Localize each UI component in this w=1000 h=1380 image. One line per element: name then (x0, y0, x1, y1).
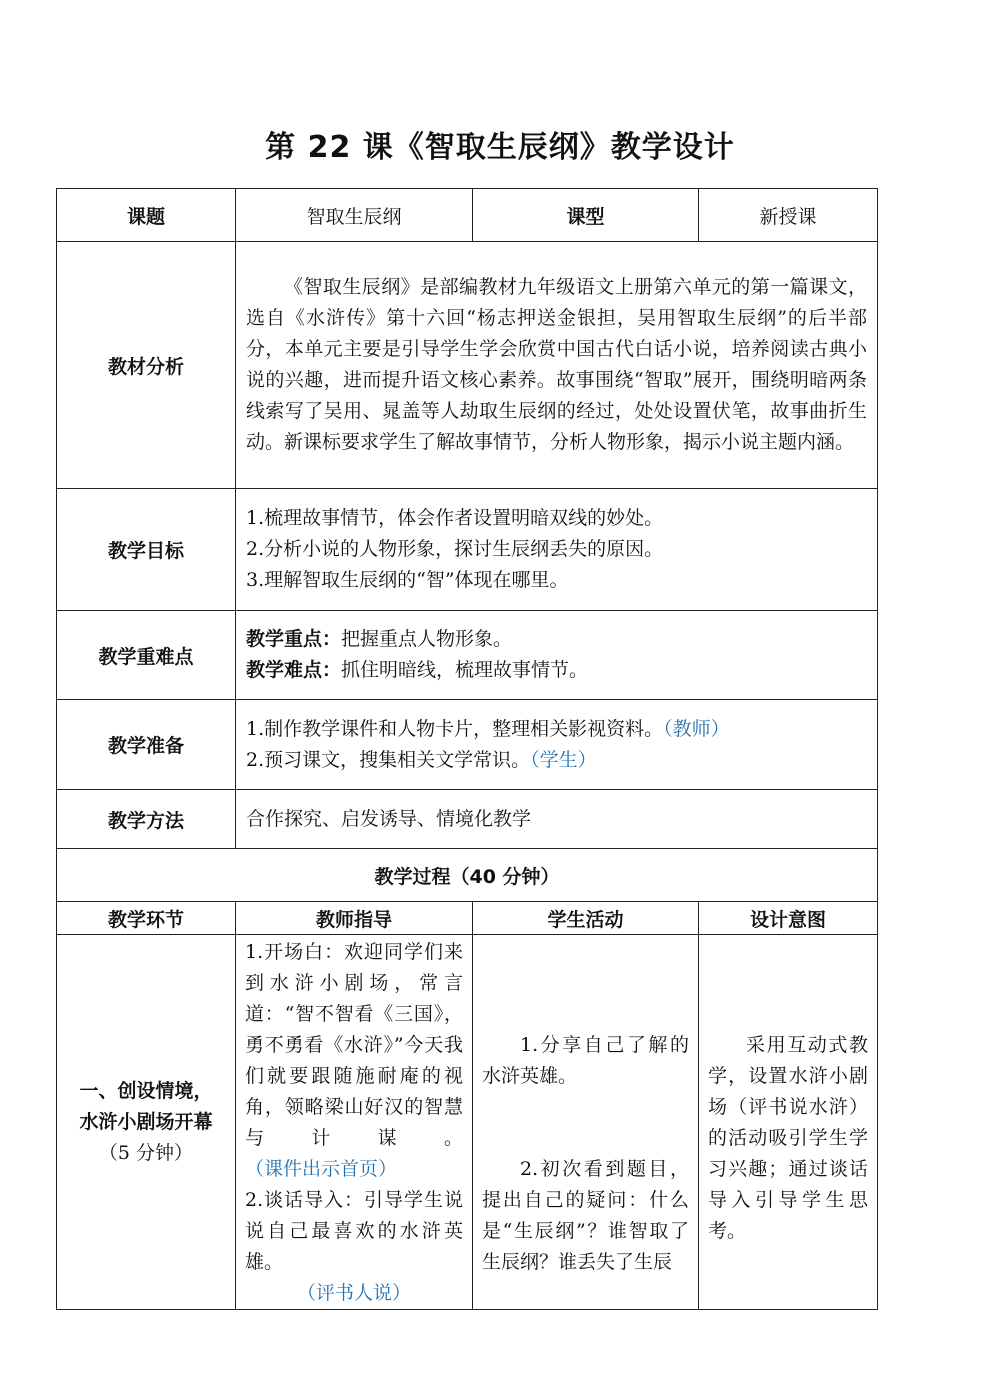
topic-row (57, 189, 878, 242)
teacher-guidance-2: 2.谈话导入：引导学生说说自己最喜欢的水浒英雄。 (245, 1189, 463, 1273)
student-activity-cell (473, 935, 699, 1310)
process-header-row (57, 902, 878, 935)
design-intent-text: 采用互动式教学，设置水浒小剧场（评书说水浒）的活动吸引学生学习兴趣；通过谈话导入引导学生思考。 (708, 1034, 868, 1242)
topic-label: 课题 (57, 189, 236, 242)
analysis-row (57, 242, 878, 489)
key-points-row (57, 611, 878, 700)
analysis-text: 《智取生辰纲》是部编教材九年级语文上册第六单元的第一篇课文，选自《水浒传》第十六回“杨志押送金银担，吴用智取生辰纲”的后半部分，本单元主要是引导学生学会欣赏中国古代白话小说，培养阅读古典小说的兴趣，进而提升语文核心素养。故事围绕“智取”展开，围绕明暗两条线索写了吴用、晁盖等人劫取生辰纲的经过，处处设置伏笔，故事曲折生动。新课标要求学生了解故事情节，分析人物形象，揭示小说主题内涵。 (246, 276, 867, 453)
student-activity-2: 2.初次看到题目，提出自己的疑问：什么是“生辰纲”？谁智取了生辰纲？谁丢失了生辰 (482, 1158, 689, 1273)
design-intent-cell (699, 935, 878, 1310)
page-title: 第 22 课《智取生辰纲》教学设计 (265, 130, 735, 165)
stage-name-line2: 水浒小剧场开幕 (79, 1110, 213, 1133)
prep-note-teacher: （教师） (663, 717, 730, 740)
teacher-guidance-1-note: （课件出示首页） (245, 1158, 398, 1180)
stage-row (57, 935, 878, 1310)
process-title: 教学过程（40 分钟） (57, 849, 878, 902)
col-header-stage: 教学环节 (57, 902, 236, 935)
type-label: 课型 (473, 189, 699, 242)
method-label: 教学方法 (57, 790, 236, 849)
stage-time: （5 分钟） (98, 1141, 194, 1164)
stage-name-line1: 一、创设情境， (79, 1079, 213, 1102)
prep-item-2: 2.预习课文，搜集相关文学常识。 (246, 748, 531, 771)
analysis-label: 教材分析 (57, 242, 236, 489)
lesson-plan-table (56, 188, 878, 1310)
col-header-intent: 设计意图 (699, 902, 878, 935)
key-label: 教学重点： (246, 628, 342, 650)
goal-item: 3.理解智取生辰纲的“智”体现在哪里。 (246, 569, 569, 591)
method-row (57, 790, 878, 849)
type-value: 新授课 (699, 189, 878, 242)
method-text: 合作探究、启发诱导、情境化教学 (236, 790, 878, 849)
goals-label: 教学目标 (57, 489, 236, 611)
goal-item: 1.梳理故事情节，体会作者设置明暗双线的妙处。 (246, 507, 664, 529)
key-points-label: 教学重难点 (57, 611, 236, 700)
teacher-guidance-cell (236, 935, 473, 1310)
prep-note-student: （学生） (530, 748, 597, 771)
stage-cell (57, 935, 236, 1310)
goal-item: 2.分析小说的人物形象，探讨生辰纲丢失的原因。 (246, 538, 664, 560)
preparation-row (57, 700, 878, 790)
prep-item-1: 1.制作教学课件和人物卡片，整理相关影视资料。 (246, 717, 664, 740)
preparation-label: 教学准备 (57, 700, 236, 790)
hard-label: 教学难点： (246, 659, 342, 681)
process-title-row (57, 849, 878, 902)
teacher-guidance-1: 1.开场白：欢迎同学们来到水浒小剧场，常言道：“智不智看《三国》，勇不勇看《水浒》”今天我们就要跟随施耐庵的视角，领略梁山好汉的智慧与计谋。 (245, 941, 463, 1149)
key-text: 把握重点人物形象。 (341, 628, 513, 650)
col-header-student: 学生活动 (473, 902, 699, 935)
col-header-teacher: 教师指导 (236, 902, 473, 935)
hard-text: 抓住明暗线，梳理故事情节。 (341, 659, 589, 681)
goals-row (57, 489, 878, 611)
topic-value: 智取生辰纲 (236, 189, 473, 242)
teacher-guidance-2-note: （评书人说） (296, 1282, 411, 1304)
student-activity-1: 1.分享自己了解的水浒英雄。 (482, 1034, 689, 1087)
